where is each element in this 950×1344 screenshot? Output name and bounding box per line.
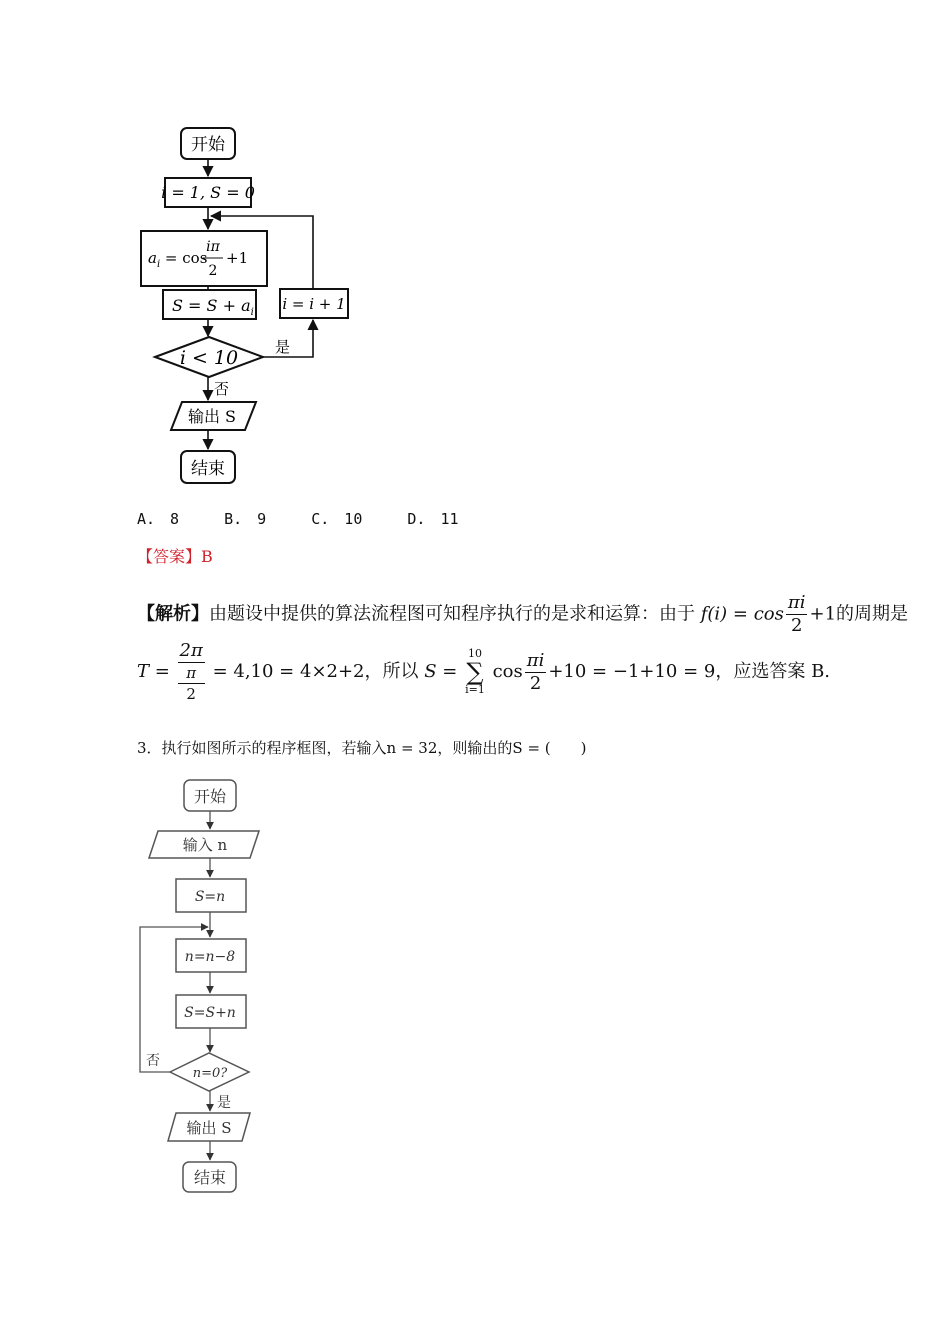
- fc1-start-label: 开始: [191, 135, 225, 155]
- analysis-T: T =: [137, 661, 170, 682]
- answer-value: B: [201, 547, 213, 566]
- fc1-end-label: 结束: [191, 459, 225, 479]
- fc2-end-box: [183, 1162, 236, 1192]
- fc2-init-box: [176, 879, 246, 912]
- fc2-input-label: 输入 n: [182, 836, 228, 854]
- option-b: B. 9: [224, 510, 267, 528]
- fc2-no-label: 否: [146, 1053, 160, 1069]
- fc2-yes-label: 是: [217, 1095, 231, 1111]
- option-d: D. 11: [407, 510, 459, 528]
- fc1-assign-lhs: $a_i = \cos$: [148, 249, 208, 270]
- question-3: 3．执行如图所示的程序框图，若输入n = 32，则输出的S = ( ): [137, 739, 587, 757]
- fc2-output-parallelogram: [168, 1113, 250, 1141]
- analysis-text: 由题设中提供的算法流程图可知程序执行的是求和运算：由于: [209, 603, 695, 625]
- answer-line: [137, 544, 213, 567]
- fc2-condition-label: n=0?: [192, 1066, 228, 1081]
- analysis-fraction-2: $\frac{\pi i}{2}$: [526, 649, 545, 694]
- answer-tag: 【答案】: [137, 547, 202, 566]
- option-a: A. 8: [137, 510, 180, 528]
- fc2-start-box: [184, 780, 236, 811]
- fc1-assign-num: iπ: [206, 239, 220, 255]
- fc1-assign-plus: +1: [226, 249, 249, 267]
- analysis-tail-2: +10 = −1+10 = 9，应选答案 B.: [548, 661, 831, 682]
- fc1-yes-label: 是: [275, 338, 291, 356]
- fc1-increment-label: i = i + 1: [282, 295, 346, 313]
- fc2-step-label: n=n−8: [184, 949, 236, 965]
- analysis-S: S =: [424, 661, 458, 682]
- flowchart-1: [0, 0, 950, 500]
- fc1-no-label: 否: [214, 380, 230, 398]
- analysis-line-2: [137, 640, 927, 704]
- fc1-output-label: 输出 S: [187, 407, 237, 426]
- fc1-condition-label: i < 10: [179, 347, 239, 369]
- analysis-cos: cos: [492, 661, 523, 682]
- option-c: C. 10: [311, 510, 363, 528]
- analysis-fraction-1: $\frac{\pi i}{2}$: [787, 592, 806, 636]
- fc2-input-parallelogram: [149, 831, 259, 858]
- fc2-end-label: 结束: [193, 1168, 227, 1187]
- fc1-init-label: i = 1, S = 0: [161, 183, 255, 202]
- fc1-sum-label: $S = S + a_i$: [172, 296, 254, 318]
- analysis-period-fraction: 2π π 2: [179, 640, 203, 703]
- analysis-eq: = 4,10 = 4×2+2，所以: [212, 661, 419, 682]
- analysis-sum-symbol: 10 ∑ i=1: [465, 647, 485, 696]
- fc2-sum-box: [176, 995, 246, 1028]
- answer-options: [137, 508, 495, 529]
- fc2-step-box: [176, 939, 246, 972]
- analysis-tail-1: +1的周期是: [809, 603, 909, 625]
- fc2-condition-diamond: [170, 1053, 249, 1091]
- fc2-sum-label: S=S+n: [184, 1005, 236, 1021]
- analysis-tag: 【解析】: [137, 603, 209, 625]
- analysis-func: f(i) = cos: [700, 603, 784, 625]
- fc2-output-label: 输出 S: [186, 1119, 232, 1137]
- fc1-assign-den: 2: [208, 263, 218, 279]
- fc2-init-label: S=n: [194, 889, 226, 905]
- fc2-start-label: 开始: [193, 787, 227, 806]
- analysis-line-1: [137, 592, 927, 637]
